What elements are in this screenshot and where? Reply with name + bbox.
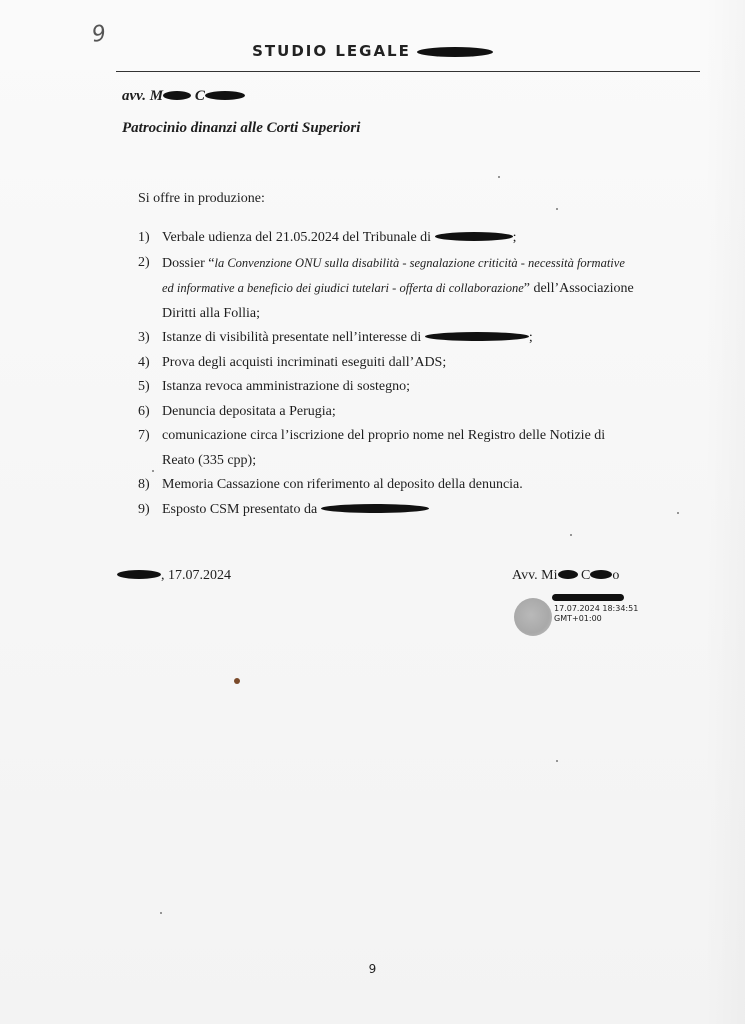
handwritten-page-mark: 9 bbox=[90, 21, 108, 48]
list-item bbox=[138, 375, 638, 400]
author-line bbox=[122, 88, 245, 105]
signatory-suffix: o bbox=[612, 568, 620, 583]
redaction-mark bbox=[163, 91, 191, 100]
redaction-mark bbox=[117, 570, 161, 579]
redaction-mark bbox=[321, 504, 429, 513]
item-number: 5) bbox=[138, 379, 150, 394]
redaction-mark bbox=[435, 232, 513, 241]
item-quote: la Convenzione ONU sulla disabilità - segnalazione criticità - necessità formative ed informative a beneficio dei giudici tutelari - offerta di collaborazione bbox=[162, 255, 625, 295]
item-number: 9) bbox=[138, 501, 150, 517]
signature-seal-icon bbox=[514, 598, 552, 636]
scan-speck bbox=[160, 912, 162, 914]
header-divider bbox=[116, 71, 700, 72]
list-item bbox=[138, 498, 638, 523]
list-item bbox=[138, 424, 638, 473]
redaction-mark bbox=[425, 332, 529, 341]
place-date bbox=[117, 568, 231, 584]
scan-speck bbox=[556, 208, 558, 210]
item-text: Dossier “ bbox=[162, 255, 215, 271]
list-item bbox=[138, 351, 638, 376]
list-item bbox=[138, 226, 638, 251]
list-item bbox=[138, 326, 638, 351]
author-prefix: avv. M bbox=[122, 88, 164, 104]
item-text-tail: ” dell’Associazione Diritti alla Follia; bbox=[162, 281, 634, 321]
redaction-mark bbox=[205, 91, 245, 100]
item-text: Verbale udienza del 21.05.2024 del Tribunale di bbox=[162, 230, 432, 245]
item-punct: ; bbox=[512, 230, 517, 245]
item-text: Istanze di visibilità presentate nell’interesse di bbox=[162, 330, 422, 345]
item-punct: ; bbox=[528, 330, 533, 345]
timestamp-date: 17.07.2024 18:34:51 bbox=[554, 604, 639, 613]
signatory-prefix: Avv. Mi bbox=[512, 568, 558, 583]
list-item bbox=[138, 251, 638, 327]
scan-speck bbox=[152, 470, 154, 472]
timestamp-zone: GMT+01:00 bbox=[554, 614, 602, 623]
item-text: Istanza revoca amministrazione di sostegno; bbox=[162, 379, 411, 394]
item-text: Memoria Cassazione con riferimento al deposito della denuncia. bbox=[162, 477, 523, 492]
intro-text: Si offre in produzione: bbox=[138, 191, 265, 206]
scan-edge-shadow bbox=[705, 0, 745, 1024]
scan-speck bbox=[498, 176, 500, 178]
item-number: 6) bbox=[138, 403, 150, 419]
redaction-mark bbox=[417, 47, 493, 57]
page-subtitle: Patrocinio dinanzi alle Corti Superiori bbox=[122, 120, 361, 136]
redaction-mark bbox=[558, 570, 578, 579]
scan-speck bbox=[677, 512, 679, 514]
letterhead bbox=[0, 42, 745, 60]
item-text: Esposto CSM presentato da bbox=[162, 501, 318, 517]
document-list bbox=[138, 226, 638, 522]
redaction-mark bbox=[552, 594, 624, 601]
digital-signature-stamp bbox=[514, 594, 639, 638]
item-number: 4) bbox=[138, 354, 150, 370]
letterhead-title: STUDIO LEGALE bbox=[252, 42, 411, 60]
date-text: , 17.07.2024 bbox=[161, 568, 231, 583]
page-number: 9 bbox=[368, 962, 377, 976]
item-number: 1) bbox=[138, 230, 150, 245]
list-item bbox=[138, 473, 638, 498]
redaction-mark bbox=[590, 570, 612, 579]
signatory-initial: C bbox=[581, 568, 591, 583]
item-number: 7) bbox=[138, 428, 150, 443]
item-number: 8) bbox=[138, 477, 150, 492]
scan-stain bbox=[234, 678, 240, 684]
item-number: 2) bbox=[138, 254, 150, 270]
item-text: comunicazione circa l’iscrizione del proprio nome nel Registro delle Notizie di Reato (335 cpp); bbox=[162, 428, 606, 468]
item-text: Prova degli acquisti incriminati eseguiti dall’ADS; bbox=[162, 354, 447, 370]
list-item bbox=[138, 400, 638, 425]
item-number: 3) bbox=[138, 330, 150, 345]
author-initial: C bbox=[194, 88, 205, 104]
signature-timestamp bbox=[554, 604, 638, 624]
item-text: Denuncia depositata a Perugia; bbox=[162, 403, 336, 419]
signatory bbox=[512, 568, 619, 584]
scan-speck bbox=[556, 760, 558, 762]
scan-speck bbox=[570, 534, 572, 536]
